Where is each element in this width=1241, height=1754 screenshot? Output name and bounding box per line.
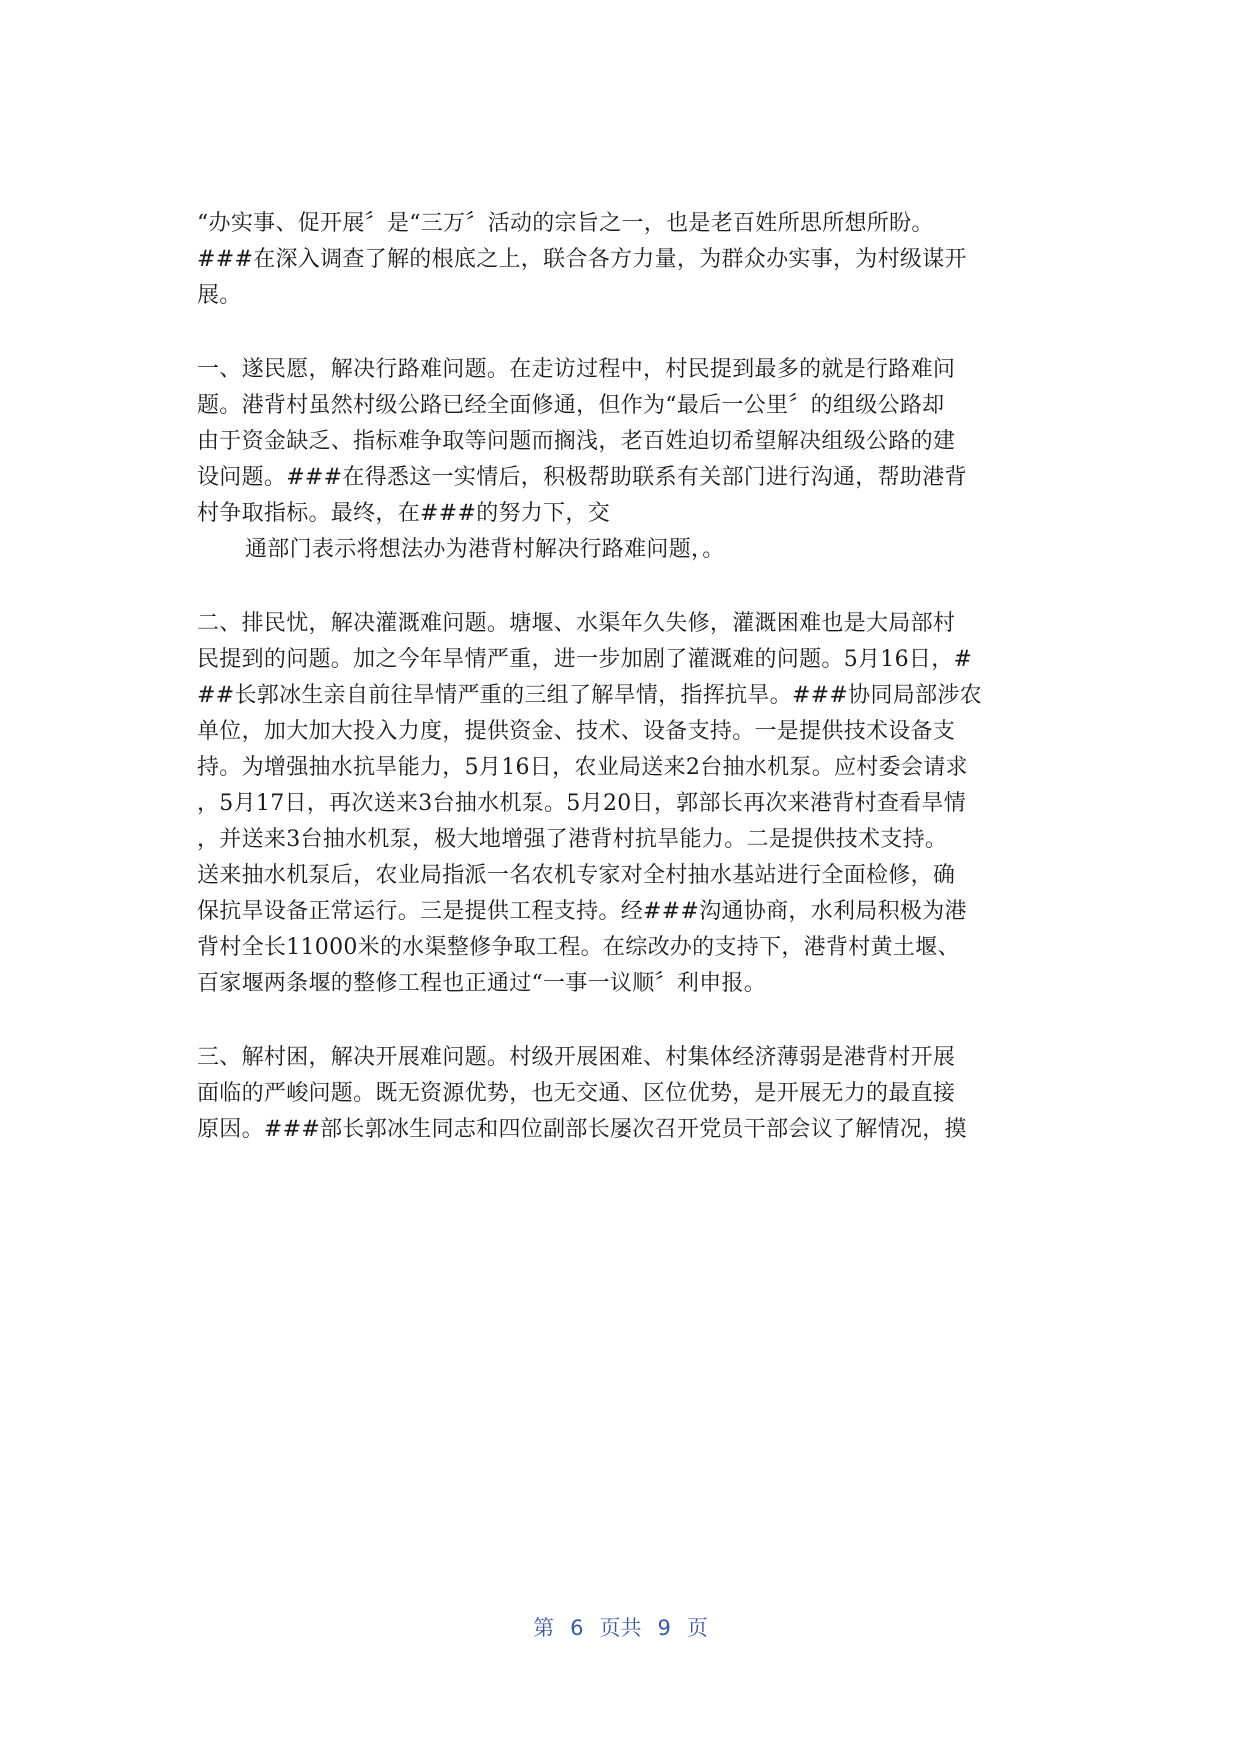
paragraph-development-problem	[197, 1040, 1057, 1148]
text-line: 三、解村困，解决开展难问题。村级开展困难、村集体经济薄弱是港背村开展	[197, 1045, 956, 1070]
text-line: ，并送来3台抽水机泵，极大地增强了港背村抗旱能力。二是提供技术支持。	[197, 827, 948, 852]
page-label-suffix: 页	[686, 1616, 708, 1640]
paragraph-irrigation-problem	[197, 606, 1057, 1002]
text-line: 单位，加大加大投入力度，提供资金、技术、设备支持。一是提供技术设备支	[197, 719, 956, 744]
text-line: “办实事、促开展〞是“三万〞活动的宗旨之一，也是老百姓所思所想所盼。	[197, 211, 934, 236]
page-label-prefix: 第	[533, 1616, 555, 1640]
text-line: 村争取指标。最终，在###的努力下，交	[197, 501, 611, 526]
text-line: 展。	[197, 283, 242, 308]
paragraph-road-problem	[197, 352, 1057, 568]
text-line: 题。港背村虽然村级公路已经全面修通，但作为“最后一公里〞的组级公路却	[197, 393, 945, 418]
total-pages-number: 9	[657, 1616, 671, 1640]
page-number-footer	[0, 1612, 1241, 1642]
text-line: 由于资金缺乏、指标难争取等问题而搁浅，老百姓迫切希望解决组级公路的建	[197, 429, 956, 454]
text-line-indented: 通部门表示将想法办为港背村解决行路难问题，。	[245, 537, 725, 562]
text-line: 持。为增强抽水抗旱能力，5月16日，农业局送来2台抽水机泵。应村委会请求	[197, 755, 968, 780]
text-line: 二、排民忧，解决灌溉难问题。塘堰、水渠年久失修，灌溉困难也是大局部村	[197, 611, 956, 636]
text-line: 背村全长11000米的水渠整修争取工程。在综改办的支持下，港背村黄土堰、	[197, 935, 960, 960]
text-line: 面临的严峻问题。既无资源优势，也无交通、区位优势，是开展无力的最直接	[197, 1081, 956, 1106]
text-line: ，5月17日，再次送来3台抽水机泵。5月20日，郭部长再次来港背村查看旱情	[197, 791, 967, 816]
text-line: ###在深入调查了解的根底之上，联合各方力量，为群众办实事，为村级谋开	[197, 247, 967, 272]
text-line: 一、遂民愿，解决行路难问题。在走访过程中，村民提到最多的就是行路难问	[197, 357, 956, 382]
text-line: 百家堰两条堰的整修工程也正通过“一事一议顺〞利申报。	[197, 971, 767, 996]
text-line: 设问题。###在得悉这一实情后，积极帮助联系有关部门进行沟通，帮助港背	[197, 465, 967, 490]
current-page-number: 6	[570, 1616, 584, 1640]
text-line: ##长郭冰生亲自前往旱情严重的三组了解旱情，指挥抗旱。###协同局部涉农	[197, 683, 982, 708]
text-line: 原因。###部长郭冰生同志和四位副部长屡次召开党员干部会议了解情况，摸	[197, 1117, 967, 1142]
text-line: 送来抽水机泵后，农业局指派一名农机专家对全村抽水基站进行全面检修，确	[197, 863, 956, 888]
text-line: 保抗旱设备正常运行。三是提供工程支持。经###沟通协商，水利局积极为港	[197, 899, 967, 924]
paragraph-intro	[197, 206, 1057, 314]
document-body	[197, 206, 1057, 1148]
text-line: 民提到的问题。加之今年旱情严重，进一步加剧了灌溉难的问题。5月16日，#	[197, 647, 973, 672]
page-label-mid: 页共	[599, 1616, 642, 1640]
